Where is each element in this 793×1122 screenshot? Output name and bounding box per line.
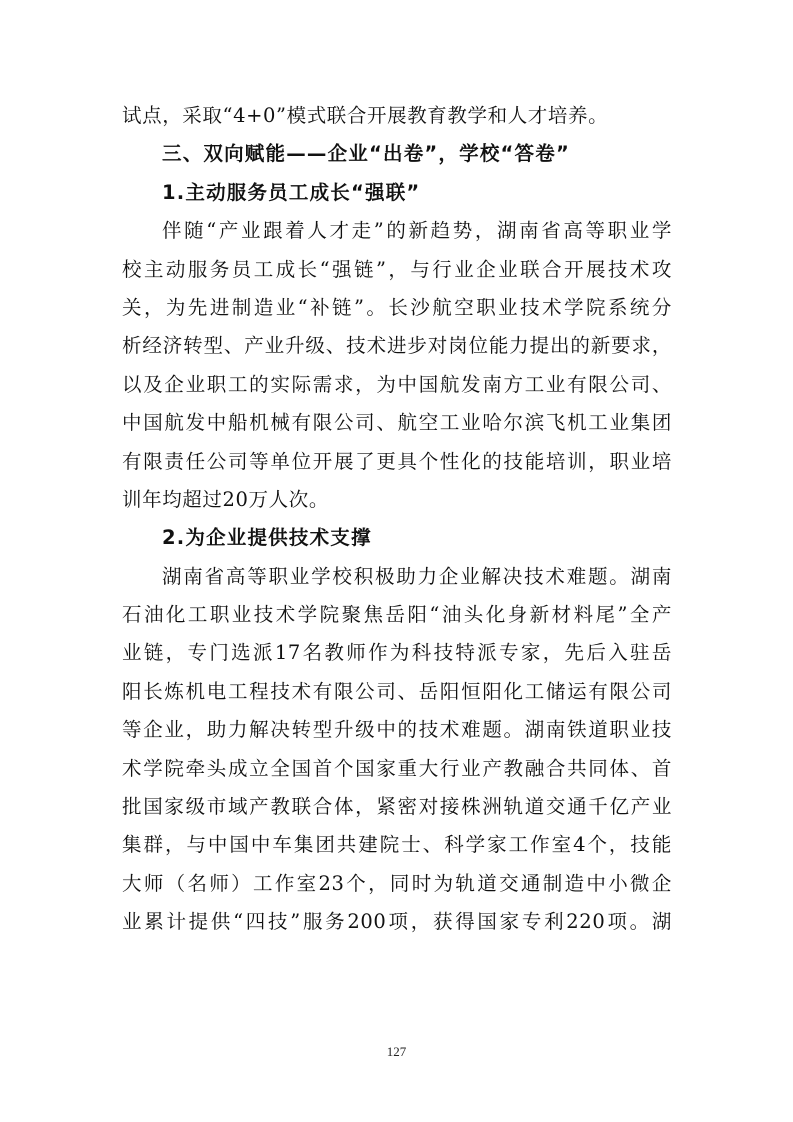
subsection-heading: 2.为企业提供技术支撑 [162, 526, 372, 550]
paragraph-line: 湖南省高等职业学校积极助力企业解决技术难题。湖南 [162, 564, 672, 588]
paragraph-line: 批国家级市域产教联合体，紧密对接株洲轨道交通千亿产业 [122, 795, 672, 819]
paragraph-line: 集群，与中国中车集团共建院士、科学家工作室4个，技能 [122, 833, 672, 857]
paragraph-line: 术学院牵头成立全国首个国家重大行业产教融合共同体、首 [122, 756, 672, 780]
paragraph-line: 校主动服务员工成长“强链”，与行业企业联合开展技术攻 [122, 257, 672, 281]
paragraph-line: 训年均超过20万人次。 [122, 487, 329, 511]
subsection-heading: 1.主动服务员工成长“强联” [162, 180, 421, 204]
paragraph-line: 业累计提供“四技”服务200项，获得国家专利220项。湖 [122, 910, 672, 934]
page-number: 127 [386, 1044, 407, 1059]
paragraph-line: 中国航发中船机械有限公司、航空工业哈尔滨飞机工业集团 [122, 411, 672, 435]
paragraph-line: 试点，采取“4+0”模式联合开展教育教学和人才培养。 [122, 104, 609, 127]
paragraph-line: 业链，专门选派17名教师作为科技特派专家，先后入驻岳 [122, 641, 672, 665]
paragraph-line: 以及企业职工的实际需求，为中国航发南方工业有限公司、 [122, 372, 672, 396]
paragraph-line: 有限责任公司等单位开展了更具个性化的技能培训，职业培 [122, 449, 672, 473]
paragraph-line: 伴随“产业跟着人才走”的新趋势，湖南省高等职业学 [162, 219, 672, 243]
section-heading: 三、双向赋能——企业“出卷”，学校“答卷” [162, 142, 570, 166]
body-text [122, 97, 672, 942]
paragraph-line: 析经济转型、产业升级、技术进步对岗位能力提出的新要求， [122, 334, 672, 358]
paragraph-line: 阳长炼机电工程技术有限公司、岳阳恒阳化工储运有限公司 [122, 679, 672, 703]
paragraph-line: 石油化工职业技术学院聚焦岳阳“油头化身新材料尾”全产 [122, 603, 672, 627]
paragraph-line: 大师（名师）工作室23个，同时为轨道交通制造中小微企 [122, 871, 672, 895]
paragraph-line: 关，为先进制造业“补链”。长沙航空职业技术学院系统分 [122, 295, 672, 319]
paragraph-line: 等企业，助力解决转型升级中的技术难题。湖南铁道职业技 [122, 718, 672, 742]
